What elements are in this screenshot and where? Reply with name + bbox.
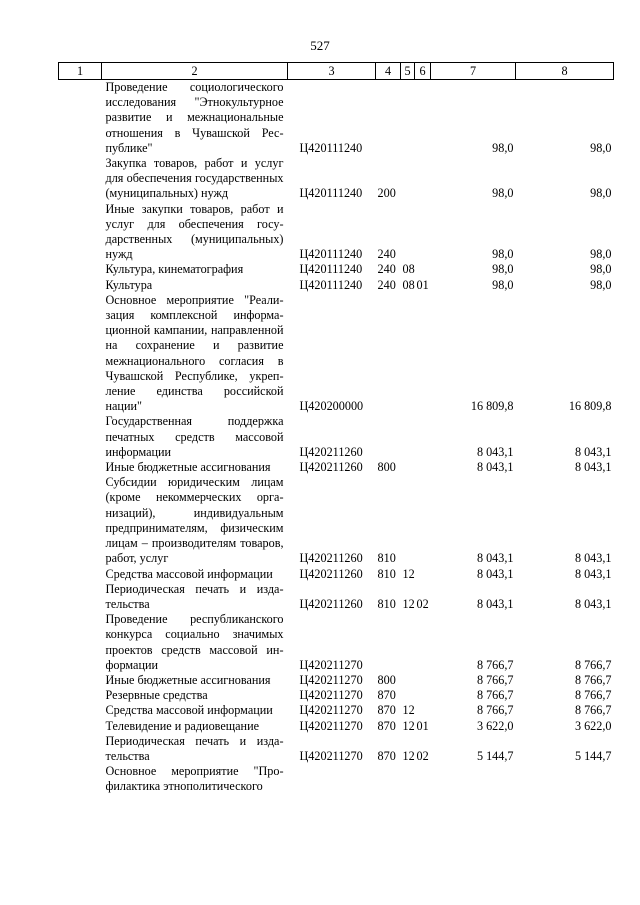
row-amount-col8: 98,0 <box>590 140 612 155</box>
row-expense-type: 810 <box>377 596 396 611</box>
row-amount-col7: 8 043,1 <box>476 566 514 581</box>
row-expense-type: 810 <box>377 551 396 566</box>
row-spacer-cell <box>59 688 102 703</box>
table-row <box>59 688 614 703</box>
row-target-code: Ц420211270 <box>299 748 363 763</box>
table-row <box>59 475 614 566</box>
row-name: Телевидение и радиовещание <box>105 718 259 733</box>
row-target-code: Ц420211260 <box>299 444 363 459</box>
column-header: 5 <box>401 63 415 80</box>
row-name: Культура, кинематография <box>105 262 244 277</box>
row-spacer-cell <box>59 262 102 277</box>
row-subsection: 02 <box>416 748 429 763</box>
row-section <box>401 475 415 566</box>
table-row <box>59 612 614 673</box>
row-spacer-cell <box>59 278 102 293</box>
column-header: 2 <box>102 63 288 80</box>
row-target-code: Ц420211260 <box>299 460 363 475</box>
row-amount-col8: 5 144,7 <box>574 748 612 763</box>
row-expense-type <box>376 764 401 794</box>
row-name: Периодическая печать и издательства <box>105 581 284 611</box>
row-name: Периодическая печать и издательства <box>105 733 284 763</box>
column-header: 1 <box>59 63 102 80</box>
row-spacer-cell <box>59 202 102 263</box>
row-target-code: Ц420211270 <box>299 688 363 703</box>
row-name: Культура <box>105 277 153 292</box>
row-target-code: Ц420111240 <box>299 186 363 201</box>
row-amount-col8: 98,0 <box>590 186 612 201</box>
row-subsection <box>415 262 431 277</box>
row-amount-col8: 8 766,7 <box>574 688 612 703</box>
row-target-code: Ц420211260 <box>299 551 363 566</box>
row-name: Иные бюджетные ассигнования <box>105 460 271 475</box>
table-row <box>59 460 614 475</box>
row-target-code: Ц420211270 <box>299 657 363 672</box>
row-subsection <box>415 567 431 582</box>
row-expense-type: 810 <box>377 566 396 581</box>
row-section: 08 <box>402 277 415 292</box>
row-amount-col7: 8 766,7 <box>476 688 514 703</box>
row-subsection <box>415 764 431 794</box>
row-amount-col8: 16 809,8 <box>568 399 612 414</box>
row-spacer-cell <box>59 764 102 794</box>
column-header: 4 <box>376 63 401 80</box>
row-name: Резервные средства <box>105 688 208 703</box>
row-spacer-cell <box>59 80 102 157</box>
row-expense-type: 240 <box>377 277 396 292</box>
row-section <box>401 460 415 475</box>
row-amount-col8 <box>516 764 614 794</box>
row-amount-col7: 98,0 <box>492 262 514 277</box>
row-target-code: Ц420200000 <box>299 399 364 414</box>
row-subsection: 02 <box>416 596 429 611</box>
row-amount-col7: 8 043,1 <box>476 596 514 611</box>
row-section <box>401 80 415 157</box>
row-section: 08 <box>402 262 415 277</box>
table-body <box>59 80 614 795</box>
row-section <box>401 293 415 415</box>
row-expense-type: 240 <box>377 262 396 277</box>
row-spacer-cell <box>59 719 102 734</box>
row-amount-col7: 98,0 <box>492 247 514 262</box>
row-section <box>401 688 415 703</box>
row-spacer-cell <box>59 475 102 566</box>
row-subsection <box>415 460 431 475</box>
row-target-code: Ц420211270 <box>299 703 363 718</box>
row-expense-type: 240 <box>377 247 396 262</box>
row-target-code: Ц420111240 <box>299 277 363 292</box>
row-section: 12 <box>402 596 415 611</box>
row-subsection <box>415 688 431 703</box>
row-target-code: Ц420111240 <box>299 247 363 262</box>
row-subsection: 01 <box>416 277 429 292</box>
row-name: Проведение социологического исследования "Этнокультурное развитие и межнациональные отношения в Чувашской Республике" <box>105 80 284 155</box>
row-name: Основное мероприятие "Профилактика этнополитического <box>105 764 284 794</box>
row-name: Проведение республиканского конкурса социально значимых проектов средств массовой информации <box>105 612 284 672</box>
row-name: Средства массовой информации <box>105 566 273 581</box>
row-name: Средства массовой информации <box>105 703 273 718</box>
row-section: 12 <box>402 566 415 581</box>
row-name: Субсидии юридическим лицам (кроме некоммерческих организаций), индивидуальным предпринимателям, физическим лицам – производителям товаров, работ, услуг <box>105 475 284 566</box>
row-spacer-cell <box>59 460 102 475</box>
column-header: 6 <box>415 63 431 80</box>
row-section: 12 <box>402 748 415 763</box>
table-row <box>59 414 614 460</box>
row-amount-col8: 8 766,7 <box>574 657 612 672</box>
row-target-code <box>288 764 376 794</box>
row-amount-col7: 98,0 <box>492 277 514 292</box>
row-spacer-cell <box>59 156 102 202</box>
row-spacer-cell <box>59 582 102 612</box>
table-row <box>59 156 614 202</box>
row-amount-col7: 8 766,7 <box>476 672 514 687</box>
row-expense-type <box>376 414 401 460</box>
table-row <box>59 567 614 582</box>
row-subsection <box>415 703 431 718</box>
table-row <box>59 278 614 293</box>
row-target-code: Ц420111240 <box>299 262 363 277</box>
row-expense-type: 800 <box>377 460 396 475</box>
row-name: Государственная поддержка печатных средств массовой информации <box>105 414 284 459</box>
row-name: Иные закупки товаров, работ и услуг для обеспечения государственных (муниципальных) нужд <box>105 201 284 262</box>
table-row <box>59 262 614 277</box>
row-spacer-cell <box>59 414 102 460</box>
page-number: 527 <box>310 38 330 53</box>
row-spacer-cell <box>59 734 102 764</box>
row-subsection: 01 <box>416 718 429 733</box>
row-amount-col7: 98,0 <box>492 140 514 155</box>
row-expense-type: 870 <box>377 718 396 733</box>
row-subsection <box>415 293 431 415</box>
table-row <box>59 764 614 794</box>
column-header: 8 <box>516 63 614 80</box>
row-expense-type: 870 <box>377 748 396 763</box>
row-amount-col8: 8 043,1 <box>574 596 612 611</box>
row-section <box>401 414 415 460</box>
table-row <box>59 582 614 612</box>
row-amount-col8: 8 043,1 <box>574 460 612 475</box>
row-target-code: Ц420211260 <box>299 596 363 611</box>
table-row <box>59 80 614 157</box>
row-name: Основное мероприятие "Реализация комплексной информационной кампании, направленной на сохранение и развитие межнационального согласия в Чувашской Республике, укрепление единства российской нации" <box>105 292 284 414</box>
row-expense-type <box>376 293 401 415</box>
row-section <box>401 673 415 688</box>
table-row <box>59 293 614 415</box>
row-section: 12 <box>402 703 415 718</box>
column-header: 7 <box>431 63 516 80</box>
row-amount-col8: 3 622,0 <box>574 718 612 733</box>
row-expense-type <box>376 612 401 673</box>
budget-table <box>58 62 614 795</box>
row-target-code: Ц420211260 <box>299 566 363 581</box>
row-subsection <box>415 202 431 263</box>
row-expense-type: 800 <box>377 672 396 687</box>
row-amount-col8: 98,0 <box>590 277 612 292</box>
row-name: Закупка товаров, работ и услуг для обеспечения государственных (муниципальных) нужд <box>105 156 284 201</box>
row-section <box>401 764 415 794</box>
row-amount-col8: 8 043,1 <box>574 444 612 459</box>
row-expense-type: 200 <box>377 186 396 201</box>
row-section <box>401 156 415 202</box>
row-amount-col7: 3 622,0 <box>476 718 514 733</box>
row-spacer-cell <box>59 612 102 673</box>
table-row <box>59 202 614 263</box>
row-target-code: Ц420111240 <box>299 140 363 155</box>
table-header-row <box>59 63 614 80</box>
row-section <box>401 612 415 673</box>
row-name: Иные бюджетные ассигнования <box>105 672 271 687</box>
row-amount-col8: 8 043,1 <box>574 551 612 566</box>
row-amount-col8: 8 043,1 <box>574 566 612 581</box>
row-subsection <box>415 414 431 460</box>
row-expense-type: 870 <box>377 703 396 718</box>
row-amount-col7: 8 043,1 <box>476 460 514 475</box>
row-subsection <box>415 673 431 688</box>
row-section: 12 <box>402 718 415 733</box>
row-amount-col7: 8 766,7 <box>476 657 514 672</box>
row-amount-col7: 8 043,1 <box>476 444 514 459</box>
column-header: 3 <box>288 63 376 80</box>
row-subsection <box>415 156 431 202</box>
row-amount-col8: 98,0 <box>590 247 612 262</box>
row-amount-col7: 98,0 <box>492 186 514 201</box>
row-expense-type: 870 <box>377 688 396 703</box>
row-subsection <box>415 80 431 157</box>
row-subsection <box>415 475 431 566</box>
row-subsection <box>415 612 431 673</box>
row-section <box>401 202 415 263</box>
row-amount-col7: 5 144,7 <box>476 748 514 763</box>
row-amount-col7: 16 809,8 <box>470 399 514 414</box>
row-amount-col7: 8 043,1 <box>476 551 514 566</box>
row-target-code: Ц420211270 <box>299 718 363 733</box>
row-amount-col8: 8 766,7 <box>574 703 612 718</box>
row-amount-col8: 8 766,7 <box>574 672 612 687</box>
table-row <box>59 719 614 734</box>
row-spacer-cell <box>59 703 102 718</box>
row-expense-type <box>376 80 401 157</box>
row-spacer-cell <box>59 673 102 688</box>
row-spacer-cell <box>59 567 102 582</box>
row-spacer-cell <box>59 293 102 415</box>
row-amount-col8: 98,0 <box>590 262 612 277</box>
row-amount-col7 <box>431 764 516 794</box>
row-amount-col7: 8 766,7 <box>476 703 514 718</box>
table-row <box>59 673 614 688</box>
row-target-code: Ц420211270 <box>299 672 363 687</box>
table-row <box>59 734 614 764</box>
table-row <box>59 703 614 718</box>
